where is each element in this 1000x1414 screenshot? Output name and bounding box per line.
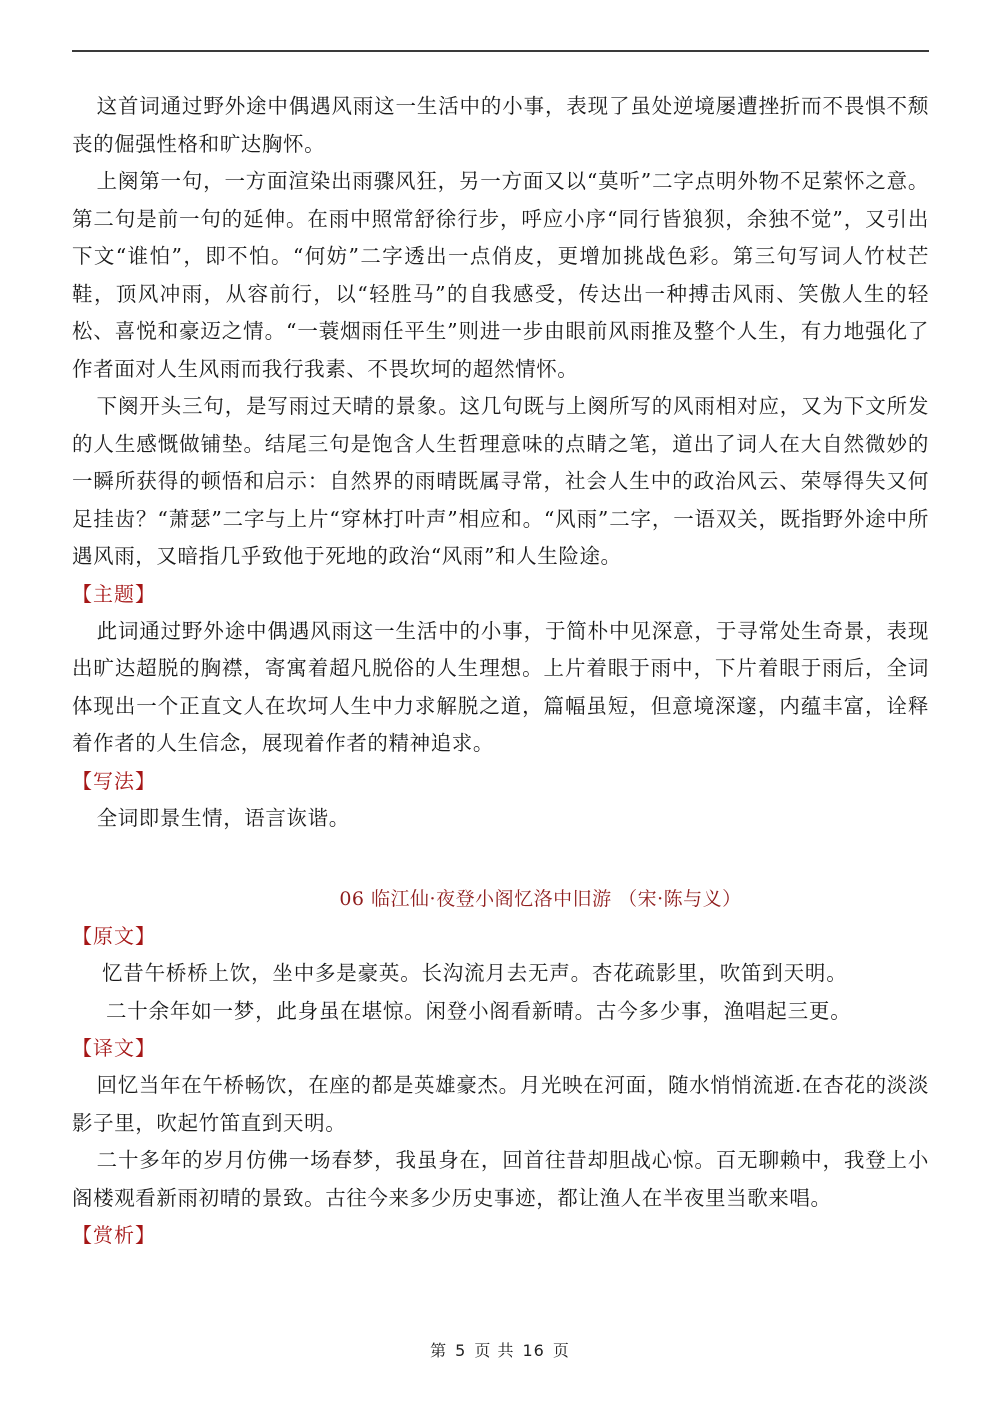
header-rule [72, 50, 929, 52]
original-text-label: 【原文】 [72, 924, 156, 948]
translation-label: 【译文】 [72, 1036, 156, 1060]
poem-line-1: 忆昔午桥桥上饮，坐中多是豪英。长沟流月去无声。杏花疏影里，吹笛到天明。 [102, 961, 848, 985]
theme-label: 【主题】 [72, 581, 156, 606]
intro-paragraph-3: 下阕开头三句，是写雨过天晴的景象。这几句既与上阕所写的风雨相对应，又为下文所发的人生感慨做铺垫。结尾三句是饱含人生哲理意味的点睛之笔，道出了词人在大自然微妙的一瞬所获得的顿悟和启示：自然界的雨晴既属寻常，社会人生中的政治风云、荣辱得失又何足挂齿？“萧瑟”二字与上片“穿林打叶声”相应和。“风雨”二字，一语双关，既指野外途中所遇风雨，又暗指几乎致他于死地的政治“风雨”和人生险途。 [72, 394, 929, 568]
translation-paragraph-1: 回忆当年在午桥畅饮，在座的都是英雄豪杰。月光映在河面，随水悄悄流逝.在杏花的淡淡影子里，吹起竹笛直到天明。 [72, 1073, 929, 1135]
technique-label: 【写法】 [72, 768, 156, 793]
appreciation-label: 【赏析】 [72, 1223, 156, 1247]
technique-paragraph: 全词即景生情，语言诙谐。 [96, 805, 350, 830]
intro-paragraph-2: 上阕第一句，一方面渲染出雨骤风狂，另一方面又以“莫听”二字点明外物不足萦怀之意。第二句是前一句的延伸。在雨中照常舒徐行步，呼应小序“同行皆狼狈，余独不觉”，又引出下文“谁怕”，即不怕。“何妨”二字透出一点俏皮，更增加挑战色彩。第三句写词人竹杖芒鞋，顶风冲雨，从容前行，以“轻胜马”的自我感受，传达出一种搏击风雨、笑傲人生的轻松、喜悦和豪迈之情。“一蓑烟雨任平生”则进一步由眼前风雨推及整个人生，有力地强化了作者面对人生风雨而我行我素、不畏坎坷的超然情怀。 [72, 169, 929, 381]
translation-paragraph-2: 二十多年的岁月仿佛一场春梦，我虽身在，回首往昔却胆战心惊。百无聊赖中，我登上小阁楼观看新雨初晴的景致。古往今来多少历史事迹，都让渔人在半夜里当歌来唱。 [72, 1148, 929, 1210]
footer-suffix: 页 [552, 1341, 570, 1360]
theme-paragraph: 此词通过野外途中偶遇风雨这一生活中的小事，于简朴中见深意，于寻常处生奇景，表现出旷达超脱的胸襟，寄寓着超凡脱俗的人生理想。上片着眼于雨中，下片着眼于雨后，全词体现出一个正直文人在坎坷人生中力求解脱之道，篇幅虽短，但意境深邃，内蕴丰富，诠释着作者的人生信念，展现着作者的精神追求。 [72, 618, 929, 755]
page-footer [0, 1338, 1000, 1361]
footer-prefix: 第 [430, 1341, 448, 1360]
intro-paragraph-1: 这首词通过野外途中偶遇风雨这一生活中的小事，表现了虽处逆境屡遭挫折而不畏惧不颓丧的倔强性格和旷达胸怀。 [72, 94, 929, 156]
poem-line-2: 二十余年如一梦，此身虽在堪惊。闲登小阁看新晴。古今多少事，渔唱起三更。 [106, 998, 852, 1023]
current-page-number: 5 [455, 1341, 467, 1360]
total-pages-number: 16 [522, 1341, 545, 1360]
footer-mid: 页 共 [474, 1341, 515, 1360]
poem-title: 06 临江仙·夜登小阁忆洛中旧游 （宋·陈与义） [339, 888, 742, 910]
document-page [72, 88, 929, 1254]
